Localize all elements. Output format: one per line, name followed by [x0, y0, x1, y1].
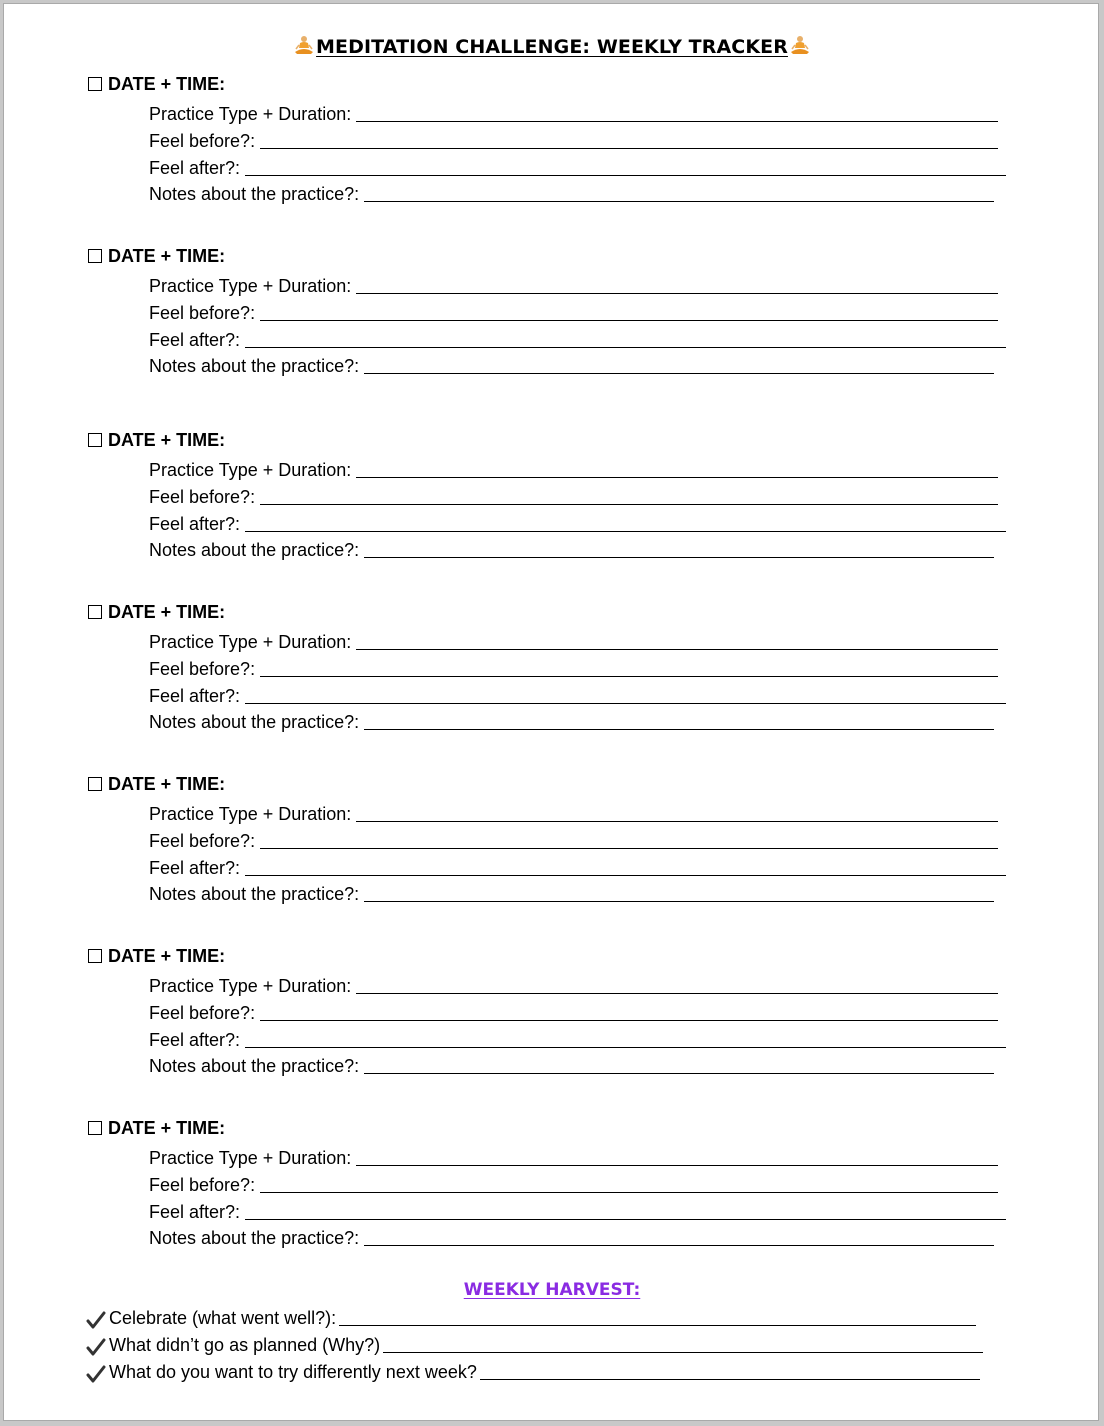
practice-line[interactable]	[356, 121, 998, 122]
feel-before-field	[149, 1174, 998, 1196]
notes-field	[149, 355, 994, 377]
feel-before-label: Feel before?:	[149, 1175, 256, 1195]
feel-before-label: Feel before?:	[149, 131, 256, 151]
feel-before-label: Feel before?:	[149, 659, 256, 679]
harvest-item	[86, 1361, 980, 1383]
practice-label: Practice Type + Duration:	[149, 632, 352, 652]
practice-line[interactable]	[356, 649, 998, 650]
checkbox-icon[interactable]	[88, 1121, 102, 1135]
feel-before-field	[149, 658, 998, 680]
feel-before-label: Feel before?:	[149, 303, 256, 323]
date-row	[87, 245, 225, 267]
date-label: DATE + TIME:	[108, 945, 226, 966]
page-title	[0, 34, 1104, 60]
harvest-line[interactable]	[339, 1325, 976, 1326]
feel-before-label: Feel before?:	[149, 487, 256, 507]
feel-after-field	[149, 1029, 1006, 1051]
practice-field	[149, 803, 998, 825]
notes-line[interactable]	[364, 1073, 994, 1074]
date-row	[87, 601, 225, 623]
feel-after-field	[149, 685, 1006, 707]
date-row	[87, 429, 225, 451]
notes-line[interactable]	[364, 373, 994, 374]
feel-after-label: Feel after?:	[149, 330, 241, 350]
date-label: DATE + TIME:	[108, 73, 226, 94]
feel-before-line[interactable]	[260, 676, 998, 677]
date-row	[87, 1117, 225, 1139]
check-mark-icon	[86, 1365, 106, 1383]
notes-label: Notes about the practice?:	[149, 712, 360, 732]
feel-before-label: Feel before?:	[149, 1003, 256, 1023]
feel-before-line[interactable]	[260, 1192, 998, 1193]
practice-field	[149, 975, 998, 997]
notes-field	[149, 711, 994, 733]
feel-after-line[interactable]	[245, 1219, 1006, 1220]
practice-field	[149, 631, 998, 653]
notes-line[interactable]	[364, 901, 994, 902]
feel-before-field	[149, 130, 998, 152]
checkbox-icon[interactable]	[88, 249, 102, 263]
feel-after-line[interactable]	[245, 703, 1006, 704]
feel-before-field	[149, 302, 998, 324]
feel-after-field	[149, 857, 1006, 879]
meditation-person-icon	[293, 35, 315, 55]
feel-after-field	[149, 513, 1006, 535]
date-label: DATE + TIME:	[108, 773, 226, 794]
practice-field	[149, 275, 998, 297]
checkbox-icon[interactable]	[88, 77, 102, 91]
practice-label: Practice Type + Duration:	[149, 804, 352, 824]
feel-before-line[interactable]	[260, 148, 998, 149]
notes-label: Notes about the practice?:	[149, 1228, 360, 1248]
feel-before-field	[149, 830, 998, 852]
feel-after-label: Feel after?:	[149, 158, 241, 178]
checkbox-icon[interactable]	[88, 777, 102, 791]
notes-line[interactable]	[364, 729, 994, 730]
date-label: DATE + TIME:	[108, 245, 226, 266]
harvest-item-label: What do you want to try differently next week?	[109, 1362, 477, 1382]
date-row	[87, 945, 225, 967]
notes-label: Notes about the practice?:	[149, 356, 360, 376]
practice-field	[149, 1147, 998, 1169]
notes-line[interactable]	[364, 201, 994, 202]
feel-after-label: Feel after?:	[149, 514, 241, 534]
practice-line[interactable]	[356, 993, 998, 994]
feel-before-line[interactable]	[260, 320, 998, 321]
practice-line[interactable]	[356, 1165, 998, 1166]
harvest-item-label: What didn’t go as planned (Why?)	[109, 1335, 381, 1355]
harvest-item	[86, 1334, 983, 1356]
date-row	[87, 773, 225, 795]
notes-field	[149, 539, 994, 561]
feel-after-label: Feel after?:	[149, 858, 241, 878]
checkbox-icon[interactable]	[88, 949, 102, 963]
meditation-person-icon	[789, 35, 811, 55]
notes-line[interactable]	[364, 557, 994, 558]
harvest-item	[86, 1307, 976, 1329]
practice-label: Practice Type + Duration:	[149, 104, 352, 124]
feel-after-line[interactable]	[245, 347, 1006, 348]
practice-line[interactable]	[356, 293, 998, 294]
feel-after-label: Feel after?:	[149, 1030, 241, 1050]
feel-after-line[interactable]	[245, 175, 1006, 176]
feel-after-line[interactable]	[245, 1047, 1006, 1048]
notes-field	[149, 883, 994, 905]
weekly-harvest-title: WEEKLY HARVEST:	[463, 1280, 641, 1300]
harvest-line[interactable]	[383, 1352, 983, 1353]
practice-line[interactable]	[356, 821, 998, 822]
harvest-line[interactable]	[480, 1379, 980, 1380]
feel-before-field	[149, 486, 998, 508]
feel-after-field	[149, 1201, 1006, 1223]
check-mark-icon	[86, 1311, 106, 1329]
practice-field	[149, 103, 998, 125]
checkbox-icon[interactable]	[88, 605, 102, 619]
notes-field	[149, 183, 994, 205]
notes-label: Notes about the practice?:	[149, 540, 360, 560]
practice-line[interactable]	[356, 477, 998, 478]
date-label: DATE + TIME:	[108, 601, 226, 622]
feel-after-field	[149, 157, 1006, 179]
notes-label: Notes about the practice?:	[149, 184, 360, 204]
check-mark-icon	[86, 1338, 106, 1356]
date-label: DATE + TIME:	[108, 1117, 226, 1138]
feel-after-label: Feel after?:	[149, 1202, 241, 1222]
practice-label: Practice Type + Duration:	[149, 976, 352, 996]
checkbox-icon[interactable]	[88, 433, 102, 447]
feel-after-line[interactable]	[245, 531, 1006, 532]
notes-line[interactable]	[364, 1245, 994, 1246]
feel-before-field	[149, 1002, 998, 1024]
feel-before-line[interactable]	[260, 848, 998, 849]
harvest-item-label: Celebrate (what went well?):	[109, 1308, 337, 1328]
notes-label: Notes about the practice?:	[149, 884, 360, 904]
notes-label: Notes about the practice?:	[149, 1056, 360, 1076]
title-text: MEDITATION CHALLENGE: WEEKLY TRACKER	[316, 36, 788, 58]
feel-before-label: Feel before?:	[149, 831, 256, 851]
date-row	[87, 73, 225, 95]
practice-field	[149, 459, 998, 481]
date-label: DATE + TIME:	[108, 429, 226, 450]
feel-after-label: Feel after?:	[149, 686, 241, 706]
notes-field	[149, 1055, 994, 1077]
practice-label: Practice Type + Duration:	[149, 276, 352, 296]
feel-before-line[interactable]	[260, 1020, 998, 1021]
practice-label: Practice Type + Duration:	[149, 460, 352, 480]
feel-after-field	[149, 329, 1006, 351]
feel-before-line[interactable]	[260, 504, 998, 505]
feel-after-line[interactable]	[245, 875, 1006, 876]
notes-field	[149, 1227, 994, 1249]
practice-label: Practice Type + Duration:	[149, 1148, 352, 1168]
